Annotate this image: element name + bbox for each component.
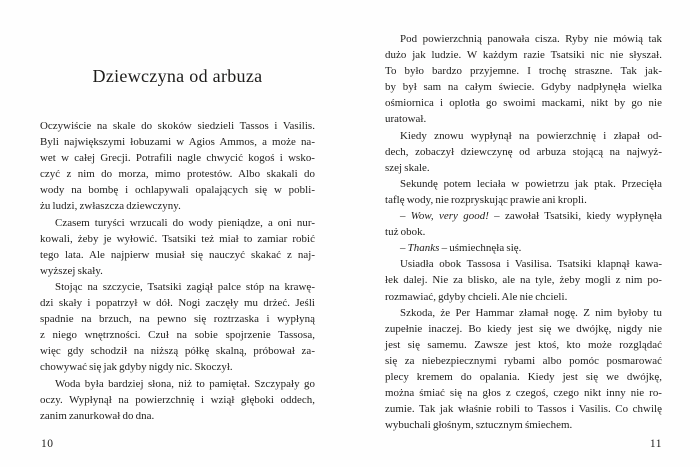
text-line: łek dalej. Nie za blisko, ale na tyle, żeby mogli z nim po- [385,274,662,287]
text-line: uratował. [385,113,427,126]
text-line: oczy. Wypłynął na powierzchnię i wziął głęboki oddech, [40,393,315,406]
text-line: jest się samemu. Zawsze jest ktoś, kto może rozglądać [385,338,662,351]
left-page [40,0,315,467]
text-line: czyć z nim do morza, mimo protestów. Albo skakali do [40,168,315,181]
page-number-right: 11 [649,438,662,450]
text-line: ośmiornica i oplotła go swoimi mackami, nikt by go nie [385,97,662,110]
paragraph [385,128,662,176]
page-number-left: 10 [41,438,54,450]
text-line: zanim zanurkował do dna. [40,409,155,422]
paragraph [385,208,662,240]
text-line: chowywać się jak gdyby nigdy nic. Skoczył. [40,361,233,374]
paragraph [385,31,662,128]
text-line: To było bardzo przyjemne. I trochę straszne. Tak jak- [385,65,662,78]
paragraph [40,279,315,376]
text-line: rozmawiać, gdyby chcieli. Ale nie chcieli. [385,290,568,303]
right-page [385,0,662,467]
text-line: spadnie na brzuch, na pewno się roztrzaska i wypłyną [40,313,315,326]
text-line: Usiadła obok Tassosa i Vasilisa. Tsatsiki klapnął kawa- [400,258,662,271]
paragraph [40,118,315,215]
text-line: szej skale. [385,161,430,174]
chapter-title: Dziewczyna od arbuza [92,66,263,86]
text-line: Sekundę potem leciała w powietrzu jak ptak. Przecięła [400,177,662,190]
text-line: zupełnie inaczej. Bo kiedy jest się we dwójkę, nigdy nie [385,322,662,335]
paragraph [385,256,662,304]
text-line: Byli największymi łobuzami w Agios Ammos, a może na- [40,136,315,149]
paragraph [40,376,315,424]
text-line: dzi skały i popatrzył w dół. Nogi zaczęły mu drżeć. Jeśli [40,297,315,310]
text-segment: – [400,210,411,223]
text-line: dużo jak ludzie. W każdym razie Tsatsiki nic nie słyszał. [385,49,662,62]
text-line: taflę wody, nie rozpryskując prawie ani kropli. [385,193,587,206]
text-line: Kiedy znowu wypłynął na powierzchnię i złapał od- [400,129,662,142]
paragraph [40,215,315,279]
text-line: zumie. Tak jak właśnie robili to Tassos i Vasilis. Co chwilę [385,403,662,416]
paragraph [385,240,662,256]
text-line: dech, zobaczył dziewczynę od arbuza stojącą na najwyż- [385,145,662,158]
text-line: Oczywiście na skale do skoków siedzieli Tassos i Vasilis. [40,120,315,132]
text-line: Szkoda, że Per Hammar złamał nogę. Z nim byłoby tu [400,306,662,319]
text-line: wyższej skały. [40,264,103,277]
text-line: Woda była bardziej słona, niż to pamiętał. Szczypały go [55,377,315,390]
text-line: więc gdy schodził na niższą półkę skalną, próbował za- [40,345,315,358]
right-page-text [385,31,662,433]
text-line: wet w całej Grecji. Potrafili nagle chwycić kogoś i wsko- [40,152,315,165]
text-line: by był sam na całym świecie. Gdyby nadpłynęła wielka [385,81,662,94]
text-line: wybuchali głośnym, sztucznym śmiechem. [385,419,573,432]
text-line: można śmiać się na głos z czegoś, czego nikt inny nie ro- [385,387,662,400]
text-line [385,208,662,224]
italic-text: Thanks [407,242,440,255]
left-page-text [40,118,315,424]
text-line: Pod powierzchnią panowała cisza. Ryby nie mówią tak [400,33,662,45]
paragraph [385,305,662,434]
text-line: wody na bombę i ochlapywali opalających się w pobli- [40,184,315,197]
text-line: się za niebezpiecznymi rybami albo pomóc posmarować [385,354,662,367]
paragraph [385,176,662,208]
text-segment: – [400,242,408,255]
text-line: z niego wnętrzności. Czuł na sobie spojrzenie Tassosa, [40,329,315,342]
text-segment: – uśmiechnęła się. [439,242,522,255]
text-line: Czasem turyści wrzucali do wody pieniądze, a oni nur- [55,216,315,229]
text-line [385,240,662,256]
text-line: żu ludzi, zwłaszcza dziewczyny. [40,200,181,213]
text-line: tego lata. Ale najpierw musiał się nauczyć skakać z naj- [40,248,315,261]
text-segment: – zawołał Tsatsiki, kiedy wypłynęła [488,210,662,223]
text-line: plecy kremem do opalania. Kiedy jest się we dwójkę, [385,370,662,383]
text-line: tuż obok. [385,226,426,239]
italic-text: Wow, very good! [410,210,489,223]
text-line: kowali, żeby je wyłowić. Tsatsiki też miał to zamiar robić [40,232,315,245]
text-line: Stojąc na szczycie, Tsatsiki zagiął palce stóp na krawę- [55,280,315,293]
